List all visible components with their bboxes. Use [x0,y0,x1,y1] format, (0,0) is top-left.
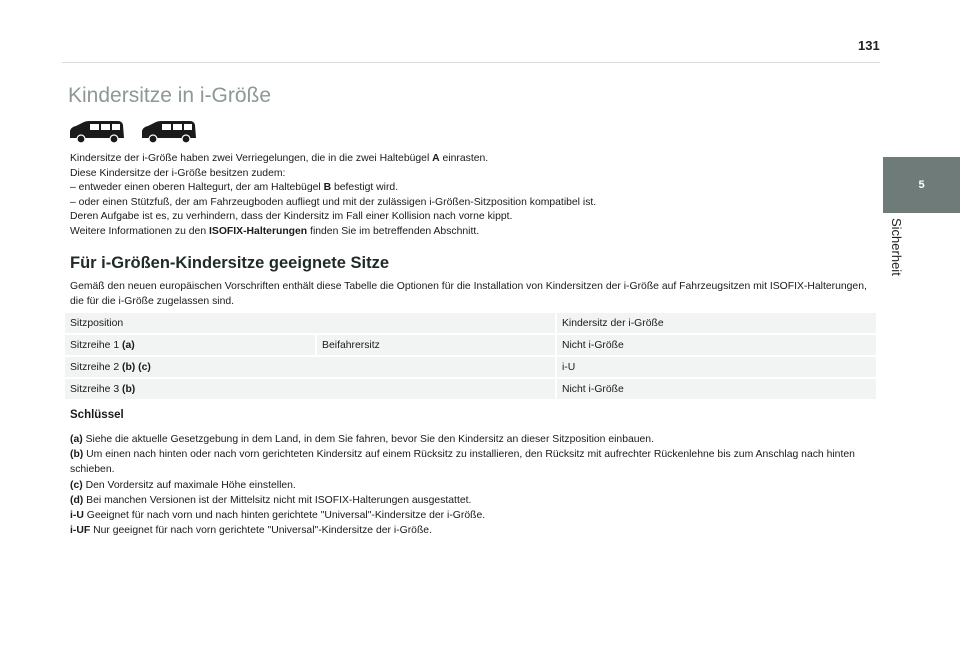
section-title: Für i-Größen-Kindersitze geeignete Sitze [70,254,390,272]
key-list [70,432,870,538]
table-intro: Gemäß den neuen europäischen Vorschriften enthält diese Tabelle die Optionen für die Installation von Kindersitzen der i-Größe auf Fahrzeugsitzen mit ISOFIX-Halterungen, die für die i-Größe zugelassen sind. [70,281,867,308]
table-row [65,335,876,357]
bracket-b-ref: B [323,182,332,194]
key-item: (c) Den Vordersitz auf maximale Höhe einstellen. [70,479,296,491]
table-cell: Sitzreihe 2 (b) (c) [65,357,557,379]
key-item: (b) Um einen nach hinten oder nach vorn gerichteten Kindersitz auf einem Rücksitz zu installieren, den Rücksitz mit aufrechter Rückenlehne bis zum Anschlag nach hinten schieben. [70,449,855,476]
intro-text [70,152,870,240]
table-header-cell: Kindersitz der i-Größe [557,313,876,335]
seat-table [65,313,876,401]
chapter-label-text: Sicherheit [889,218,904,276]
intro-line: Weitere Informationen zu den ISOFIX-Halterungen finden Sie im betreffenden Abschnitt. [70,225,480,237]
bracket-a-ref: A [432,153,440,164]
header-rule [62,62,880,63]
vehicle-icons [68,118,198,144]
key-item: (a) Siehe die aktuelle Gesetzgebung in dem Land, in dem Sie fahren, bevor Sie den Kindersitz an dieser Sitzposition einbauen. [70,434,654,445]
car-seat-row-icon [68,118,126,144]
key-item: i-UF Nur geeignet für nach vorn gerichtete "Universal"-Kindersitze der i-Größe. [70,525,432,537]
table-cell: Nicht i-Größe [557,335,876,357]
intro-line: Diese Kindersitze der i-Größe besitzen zudem: [70,167,286,179]
table-header-cell: Sitzposition [65,313,557,335]
page-number: 131 [858,38,880,53]
table-cell: Sitzreihe 1 (a) [65,335,317,357]
intro-line: – oder einen Stützfuß, der am Fahrzeugboden aufliegt und mit der zulässigen i-Größen-Sitzposition kompatibel ist. [70,196,597,208]
table-row [65,357,876,379]
key-title: Schlüssel [70,409,124,421]
key-item: i-U Geeignet für nach vorn und nach hinten gerichtete "Universal"-Kindersitze der i-Größe. [70,510,486,522]
intro-line: – entweder einen oberen Haltegurt, der am Haltebügel B befestigt wird. [70,182,399,194]
table-cell: Sitzreihe 3 (b) [65,379,557,401]
isofix-link[interactable]: ISOFIX-Halterungen [209,225,308,237]
car-seat-row-icon [140,118,198,144]
chapter-number: 5 [918,179,925,191]
chapter-tab[interactable] [883,157,960,213]
table-row [65,379,876,401]
table-header-row [65,313,876,335]
table-cell: Beifahrersitz [317,335,557,357]
intro-line: Deren Aufgabe ist es, zu verhindern, dass der Kindersitz im Fall einer Kollision nach vorne kippt. [70,211,513,223]
page-title: Kindersitze in i-Größe [68,84,272,107]
key-item: (d) Bei manchen Versionen ist der Mittelsitz nicht mit ISOFIX-Halterungen ausgestattet. [70,494,472,506]
table-cell: Nicht i-Größe [557,379,876,401]
intro-line: Kindersitze der i-Größe haben zwei Verriegelungen, die in die zwei Haltebügel A einrasten. [70,153,489,164]
table-cell: i-U [557,357,876,379]
